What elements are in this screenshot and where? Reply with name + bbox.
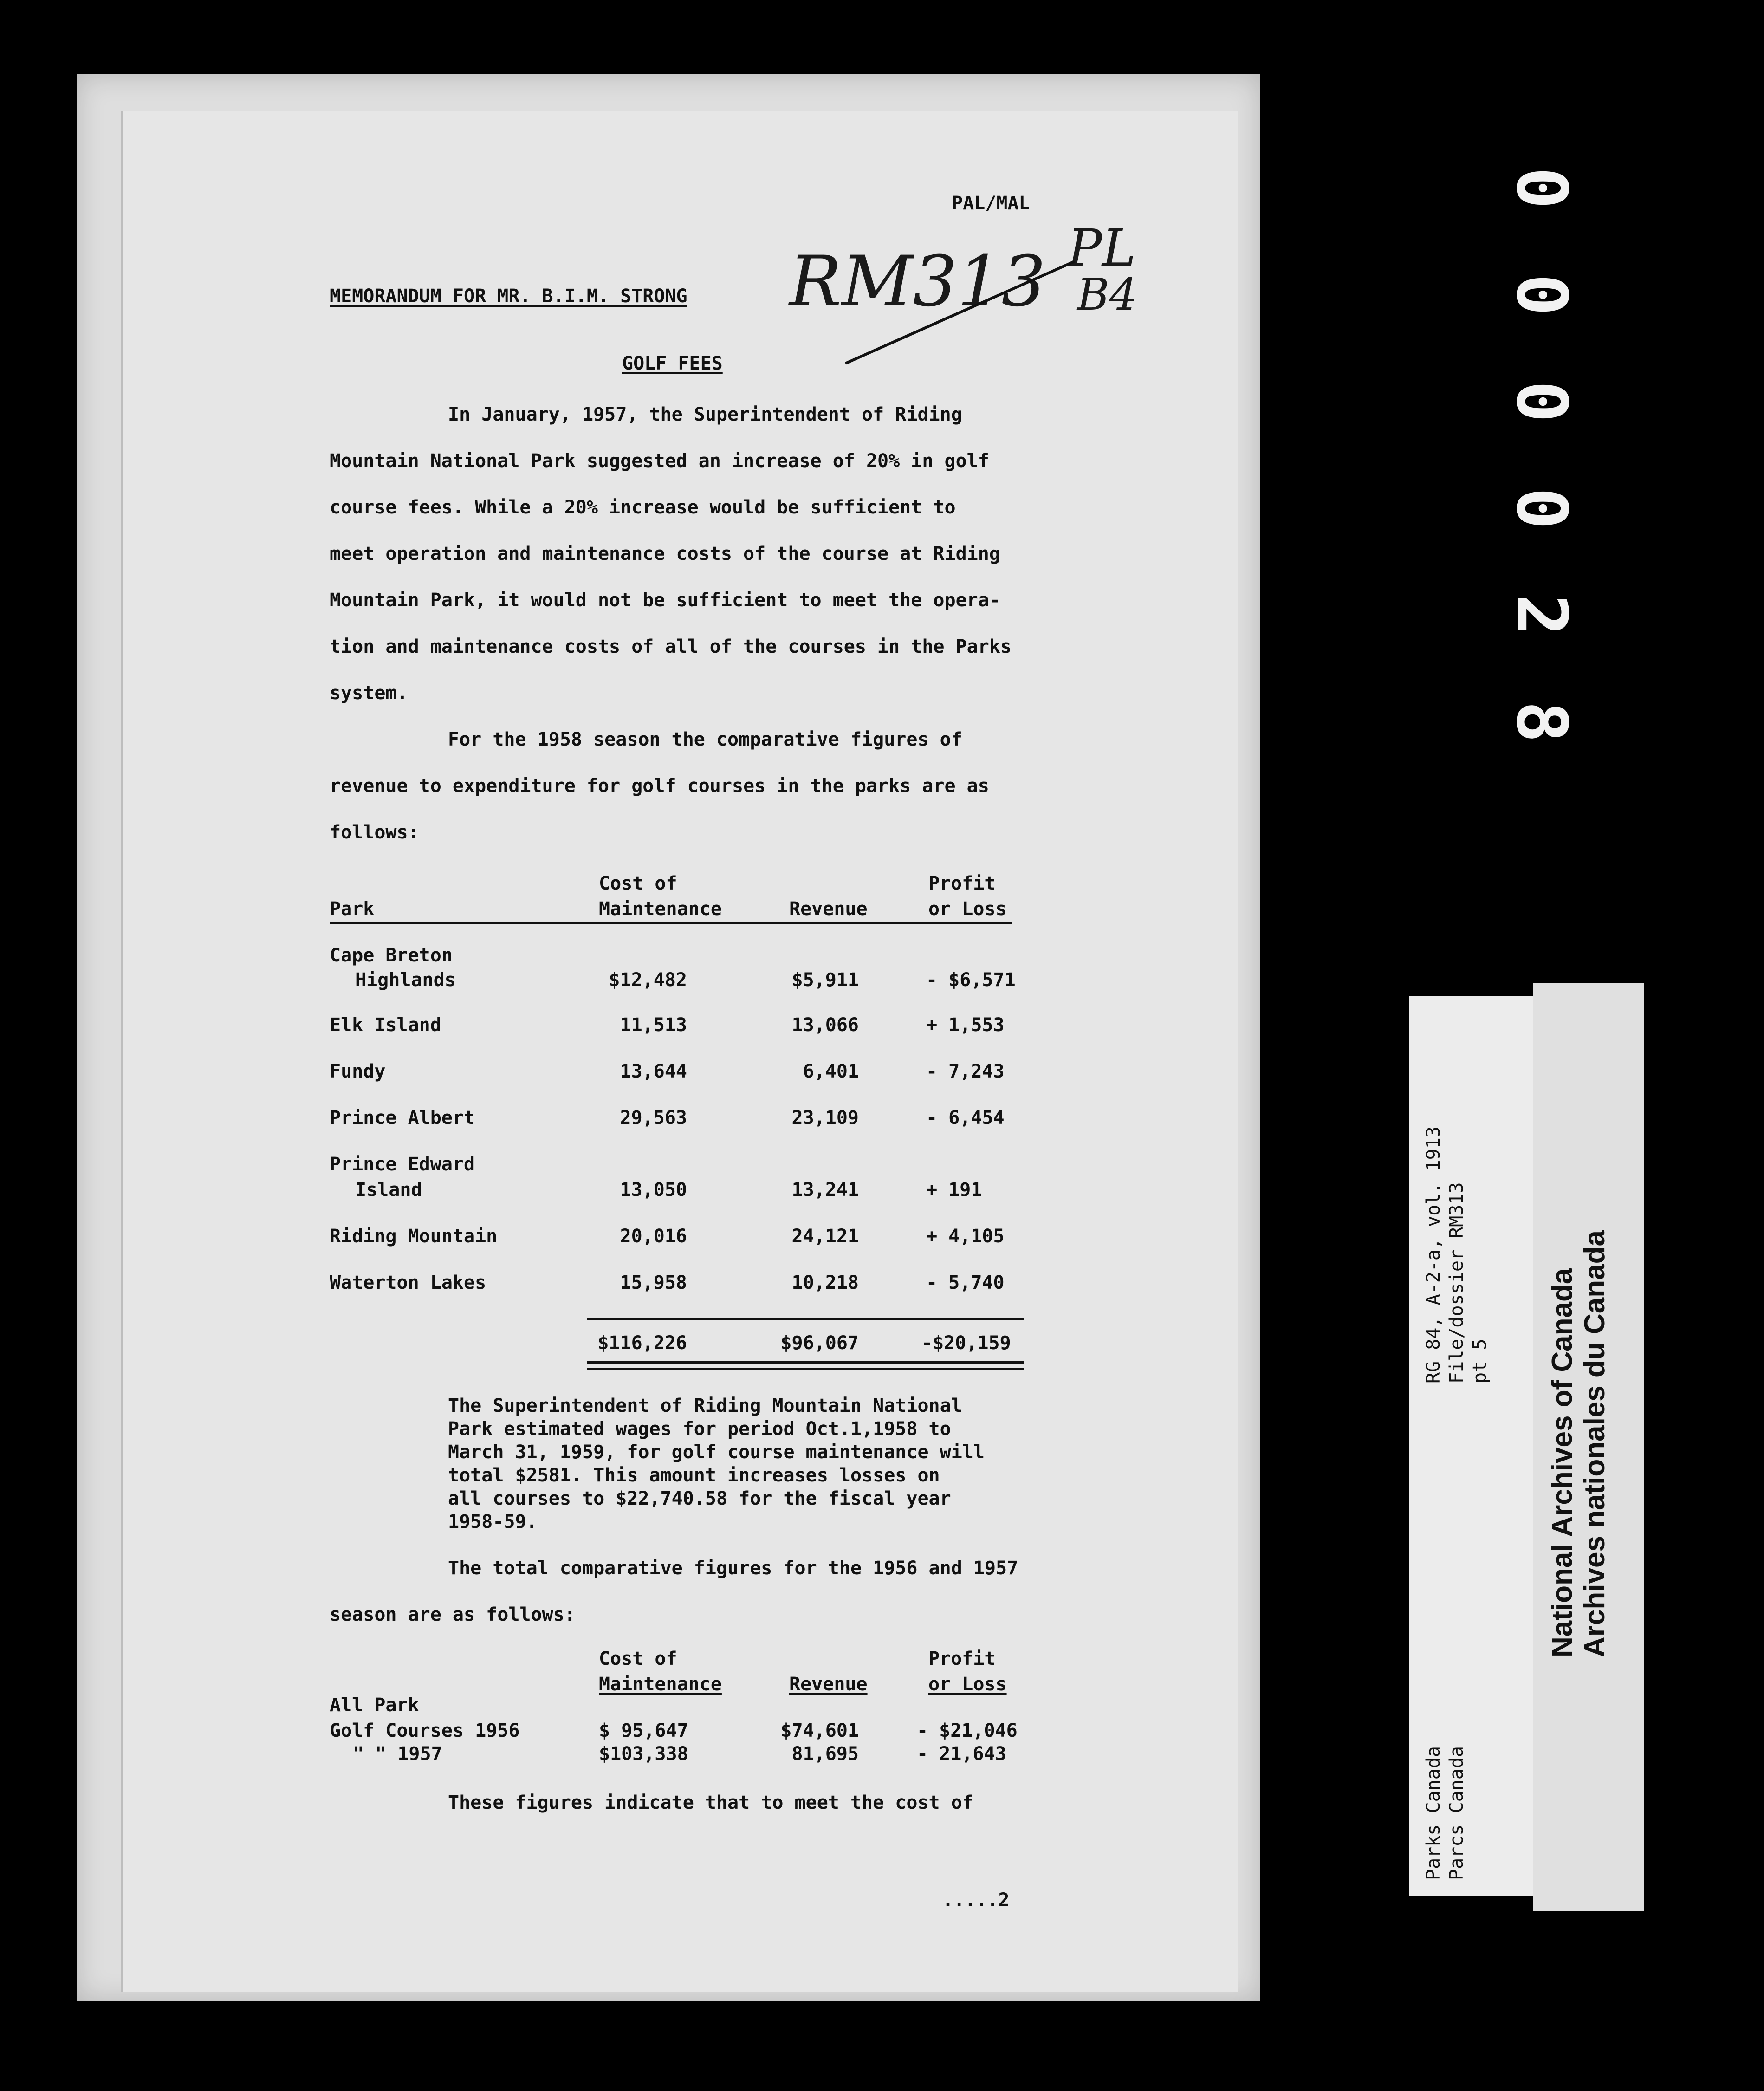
- para1-line: Mountain Park, it would not be sufficient to meet the opera-: [330, 590, 1000, 611]
- table-row-profit: - 6,454: [926, 1107, 1005, 1129]
- table2-row-revenue: $74,601: [780, 1720, 859, 1741]
- table2-header-profit: or Loss: [928, 1674, 1007, 1695]
- dept-line: Parcs Canada: [1446, 1746, 1467, 1880]
- para3-line: 1958-59.: [448, 1511, 538, 1533]
- table-row-cost: 13,644: [620, 1061, 687, 1082]
- para3-line: Park estimated wages for period Oct.1,1958 to: [448, 1418, 951, 1440]
- para3-line: March 31, 1959, for golf course maintenance will: [448, 1442, 985, 1463]
- table-row-revenue: 13,066: [791, 1014, 859, 1036]
- table2-row-label: " " 1957: [353, 1743, 442, 1765]
- table-row-revenue: 23,109: [791, 1107, 859, 1129]
- table1-header-rule: [330, 922, 1012, 924]
- para3-line: The Superintendent of Riding Mountain National: [448, 1395, 962, 1416]
- para4-line: The total comparative figures for the 1956 and 1957: [448, 1558, 1018, 1579]
- table1-total-revenue: $96,067: [780, 1332, 859, 1354]
- para1-line: meet operation and maintenance costs of the course at Riding: [330, 543, 1000, 565]
- table-row-revenue: 6,401: [803, 1061, 859, 1082]
- table-row-park: Prince Albert: [330, 1107, 475, 1129]
- table1-header-cost: Maintenance: [599, 898, 722, 920]
- frame-digit: 2: [1501, 594, 1582, 636]
- para1-line: tion and maintenance costs of all of the courses in the Parks: [330, 636, 1012, 657]
- dept-line: Parks Canada: [1423, 1746, 1444, 1880]
- table1-header-park: Park: [330, 898, 375, 920]
- para2-line: follows:: [330, 822, 419, 843]
- handwritten-note-b4: B4: [1077, 269, 1138, 320]
- table2-row-label: Golf Courses 1956: [330, 1720, 520, 1741]
- table-row-cost: 15,958: [620, 1272, 687, 1293]
- reference-code: PAL/MAL: [952, 193, 1030, 214]
- handwritten-file-number: RM313: [789, 241, 1046, 322]
- handwritten-note-pl: PL: [1068, 218, 1136, 278]
- table2-header-cost: Maintenance: [599, 1674, 722, 1695]
- archive-ref-line: File/dossier RM313: [1446, 1182, 1467, 1383]
- para1-line: In January, 1957, the Superintendent of Riding: [448, 404, 962, 425]
- table1-header-profit: Profit: [928, 873, 996, 894]
- table-row-park: Cape Breton: [330, 945, 453, 966]
- table-row-cost: 29,563: [620, 1107, 687, 1129]
- table1-double-rule: [587, 1368, 1024, 1370]
- continuation-marker: .....2: [942, 1890, 1010, 1911]
- frame-digit: 0: [1501, 273, 1582, 316]
- frame-digit: 8: [1501, 701, 1582, 743]
- para2-line: For the 1958 season the comparative figures of: [448, 729, 962, 750]
- table-row-revenue: 24,121: [791, 1226, 859, 1247]
- memo-subject: GOLF FEES: [622, 353, 723, 374]
- table2-header-profit: Profit: [928, 1648, 996, 1669]
- table1-header-profit: or Loss: [928, 898, 1007, 920]
- para5-line: These figures indicate that to meet the cost of: [448, 1792, 973, 1813]
- archive-name-line: National Archives of Canada: [1546, 1268, 1578, 1657]
- table-row-revenue: 10,218: [791, 1272, 859, 1293]
- table2-row-profit: - $21,046: [917, 1720, 1018, 1741]
- para3-line: total $2581. This amount increases losses on: [448, 1465, 940, 1486]
- frame-number: [1501, 149, 1582, 761]
- table-row-park: Elk Island: [330, 1014, 441, 1036]
- archive-ref-line: pt 5: [1469, 1338, 1491, 1383]
- table-row-park: Waterton Lakes: [330, 1272, 486, 1293]
- table-row-profit: - 5,740: [926, 1272, 1005, 1293]
- table1-header-cost: Cost of: [599, 873, 677, 894]
- table-row-park: Highlands: [355, 969, 456, 991]
- table-row-profit: - $6,571: [926, 969, 1016, 991]
- table2-row-profit: - 21,643: [917, 1743, 1006, 1765]
- table1-double-rule: [587, 1361, 1024, 1364]
- table-row-profit: + 1,553: [926, 1014, 1005, 1036]
- table-row-revenue: 13,241: [791, 1179, 859, 1201]
- para1-line: system.: [330, 682, 408, 704]
- para2-line: revenue to expenditure for golf courses in the parks are as: [330, 775, 989, 797]
- table2-row-cost: $ 95,647: [599, 1720, 688, 1741]
- table2-row-label: All Park: [330, 1695, 419, 1716]
- para1-line: Mountain National Park suggested an increase of 20% in golf: [330, 450, 989, 472]
- table-row-profit: + 4,105: [926, 1226, 1005, 1247]
- table2-header-revenue: Revenue: [789, 1674, 868, 1695]
- table-row-park: Island: [355, 1179, 422, 1201]
- table1-total-profit: -$20,159: [921, 1332, 1011, 1354]
- table-row-cost: 11,513: [620, 1014, 687, 1036]
- table1-total-rule: [587, 1318, 1024, 1320]
- frame-digit: 0: [1501, 380, 1582, 423]
- para1-line: course fees. While a 20% increase would be sufficient to: [330, 497, 956, 518]
- table-row-park: Prince Edward: [330, 1154, 475, 1175]
- table-row-cost: $12,482: [609, 969, 687, 991]
- archive-ref-line: RG 84, A-2-a, vol. 1913: [1423, 1126, 1444, 1383]
- archive-name-line: Archives nationales du Canada: [1579, 1230, 1611, 1657]
- frame-digit: 0: [1501, 167, 1582, 209]
- table2-row-revenue: 81,695: [791, 1743, 859, 1765]
- table-row-revenue: $5,911: [791, 969, 859, 991]
- para3-line: all courses to $22,740.58 for the fiscal year: [448, 1488, 951, 1509]
- table-row-park: Fundy: [330, 1061, 386, 1082]
- table-row-cost: 20,016: [620, 1226, 687, 1247]
- table-row-profit: - 7,243: [926, 1061, 1005, 1082]
- table2-header-cost: Cost of: [599, 1648, 677, 1669]
- memo-title: MEMORANDUM FOR MR. B.I.M. STRONG: [330, 286, 687, 307]
- para4-line: season are as follows:: [330, 1604, 576, 1625]
- document-sheet: [121, 111, 1238, 1992]
- table2-row-cost: $103,338: [599, 1743, 688, 1765]
- table1-header-revenue: Revenue: [789, 898, 868, 920]
- frame-digit: 0: [1501, 487, 1582, 530]
- table-row-park: Riding Mountain: [330, 1226, 498, 1247]
- table1-total-cost: $116,226: [597, 1332, 687, 1354]
- table-row-cost: 13,050: [620, 1179, 687, 1201]
- table-row-profit: + 191: [926, 1179, 982, 1201]
